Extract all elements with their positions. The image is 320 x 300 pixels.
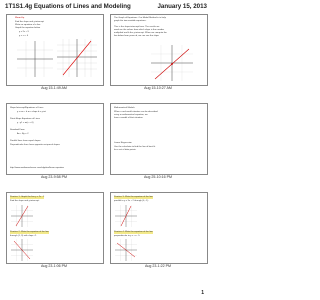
slide-3-line-8: Perpendicular lines have opposite reciprocal slopes: [10, 144, 60, 146]
slide-2-line-5: need are the values from which slope is the number: [114, 29, 165, 31]
slide-1-line-5: y = 2x + 3: [19, 31, 29, 33]
slide-3-caption: Aug 23-9:58 PM: [41, 175, 67, 179]
slide-6-line-4: Practice 4: Write the equation of the line: [114, 231, 153, 233]
slide-1-line-3: Write an equation of a line: [15, 24, 41, 26]
page-title: 1T1S1.4g Equations of Lines and Modeling: [5, 3, 131, 10]
line-graph: [151, 45, 193, 81]
slide-4-line-2: When a real world situation can be described: [114, 111, 158, 113]
slide-6: [110, 192, 208, 264]
slide-5-line-2: Find the slope and y-intercept.: [10, 200, 40, 202]
slide-3-line-6: Ax + By = C: [17, 133, 29, 135]
practice-3-graph: [115, 205, 137, 227]
page-header: [0, 0, 212, 14]
slide-2-line-1: The Graph of Equations: Our Model Method is to help: [114, 17, 166, 19]
slide-5-line-1: Practice 1: Graph the line y = 2x - 1: [10, 196, 45, 198]
slide-2-line-7: line below from y=mx+b, we can see the slope: [114, 35, 159, 37]
page-date: January 15, 2013: [157, 3, 207, 10]
coordinate-grid-graph: [57, 39, 97, 77]
slide-1-line-2: Find the slope and y-intercept: [15, 21, 44, 23]
slide-3: [6, 103, 104, 175]
slide-3-line-7: Parallel lines have equal slopes: [10, 140, 41, 142]
slide-4: [110, 103, 208, 175]
slide-6-line-2: parallel to y = 3x + 2 through (0, -1).: [114, 200, 149, 202]
slide-1-caption: Aug 15-1:49 AM: [41, 86, 67, 90]
slide-1-line-6: y = -x + 4: [19, 35, 29, 37]
slide-2: [110, 14, 208, 86]
slide-4-line-6: Use the calculator to find the line of best fit: [114, 146, 156, 148]
slide-5-line-5: through (1, 3) with slope -2.: [10, 235, 37, 237]
slide-4-line-3: using a mathematical equation, we: [114, 114, 148, 116]
slide-1: [6, 14, 104, 86]
practice-1-graph: [11, 205, 33, 227]
slide-5: [6, 192, 104, 264]
slide-5-caption: Aug 23-1:06 PM: [41, 264, 67, 268]
slide-1-line-1: Warm-Up: [15, 17, 25, 19]
slide-4-line-5: Linear Regression: [114, 142, 132, 144]
slide-6-line-5: perpendicular to y = -x + 5.: [114, 235, 141, 237]
slide-3-line-4: y - y1 = m(x - x1): [17, 122, 34, 124]
slide-6-line-1: Practice 3: Write the equation of the line: [114, 196, 153, 198]
page-number: 1: [201, 290, 204, 296]
slide-4-line-7: for a set of data points.: [114, 149, 137, 151]
slide-3-link[interactable]: http://www.mathwarehouse.com/algebra/linear-equation: [10, 167, 64, 169]
small-grid-graph: [17, 41, 53, 77]
slide-2-line-2: graph the two-variable equations.: [114, 20, 147, 22]
practice-4-graph: [115, 239, 137, 261]
slide-3-line-5: Standard Form: [10, 129, 25, 131]
slide-4-caption: Aug 25-10:16 PM: [144, 175, 172, 179]
slide-2-line-6: multiplied and b the y-intercept. When we compute the: [114, 32, 167, 34]
slide-3-line-3: Point-Slope Equations of Lines: [10, 118, 40, 120]
slide-2-line-4: This is the slope-intercept form. The results we: [114, 26, 160, 28]
slide-3-line-2: y = mx + b m = slope b = y-int: [17, 111, 46, 113]
slide-5-line-4: Practice 2: Write the equation of the line: [10, 231, 49, 233]
slide-4-line-4: have a model of that situation.: [114, 117, 144, 119]
slide-1-line-4: Graph the equation below: [15, 27, 41, 29]
practice-2-graph: [11, 239, 33, 261]
slide-2-caption: Aug 15-10:27 AM: [144, 86, 172, 90]
slide-3-line-1: Slope-Intercept/Equations of Lines: [10, 107, 44, 109]
slide-6-caption: Aug 23-1:22 PM: [145, 264, 171, 268]
slide-4-line-1: Mathematical Models: [114, 107, 135, 109]
